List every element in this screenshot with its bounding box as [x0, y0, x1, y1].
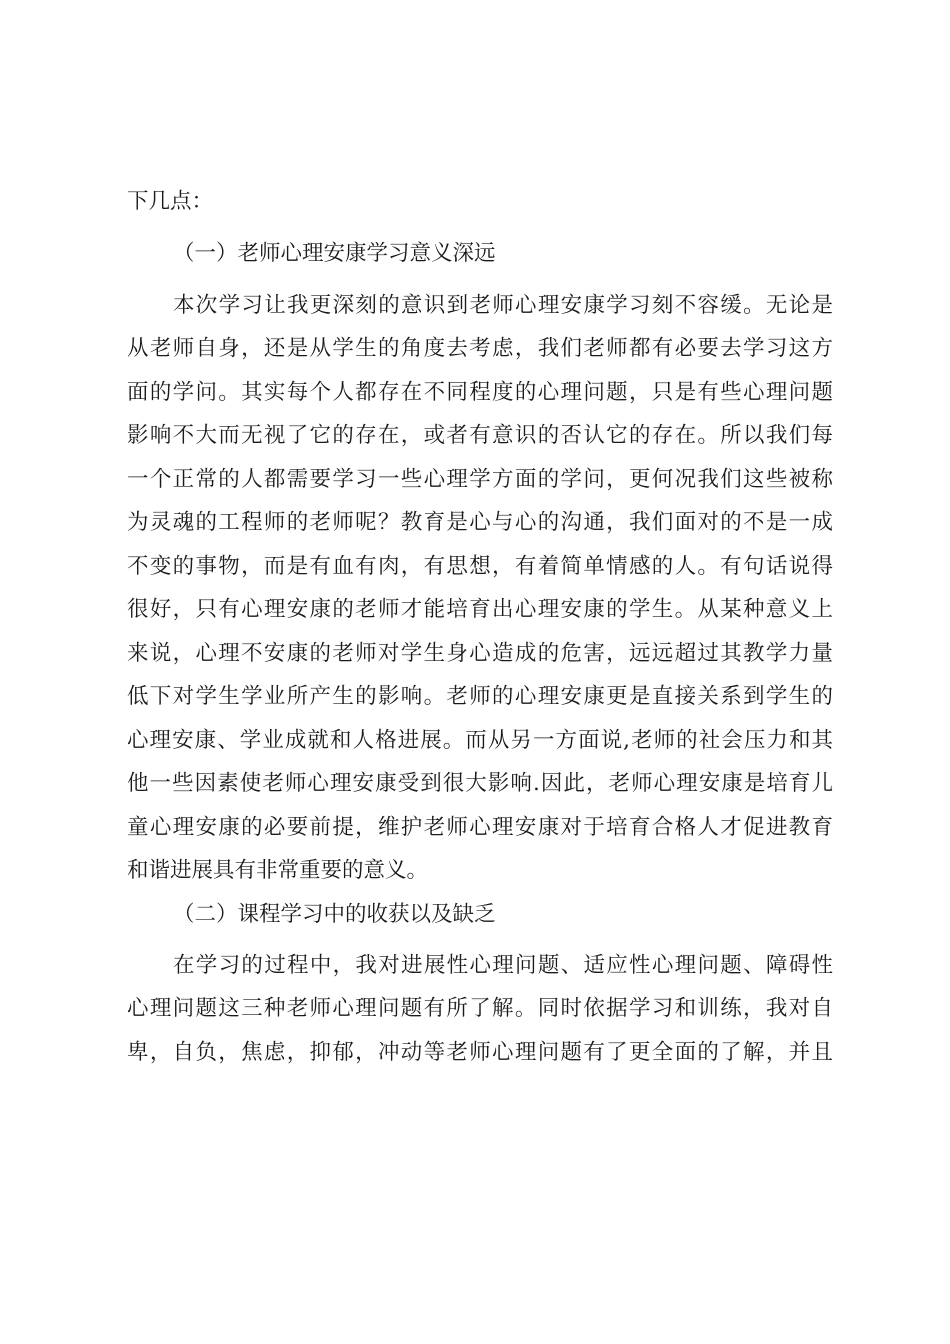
paragraph-line: 低下对学生学业所产生的影响。老师的心理安康更是直接关系到学生的 — [127, 684, 833, 710]
section-2-paragraph — [127, 950, 833, 1081]
paragraph-line: 从老师自身，还是从学生的角度去考虑，我们老师都有必要去学习这方 — [127, 336, 833, 362]
paragraph-line: 和谐进展具有非常重要的意义。 — [127, 858, 429, 884]
paragraph-line: 为灵魂的工程师的老师呢？教育是心与心的沟通，我们面对的不是一成 — [127, 510, 833, 536]
paragraph-line: 心理问题这三种老师心理问题有所了解。同时依据学习和训练，我对自 — [127, 996, 833, 1022]
section-1-paragraph — [127, 290, 833, 899]
paragraph-line: 面的学问。其实每个人都存在不同程度的心理问题，只是有些心理问题 — [127, 379, 833, 405]
paragraph-line: 一个正常的人都需要学习一些心理学方面的学问，更何况我们这些被称 — [127, 466, 833, 492]
paragraph-line: 卑，自负，焦虑，抑郁，冲动等老师心理问题有了更全面的了解，并且 — [127, 1039, 833, 1065]
paragraph-line: 影响不大而无视了它的存在，或者有意识的否认它的存在。所以我们每 — [127, 423, 833, 449]
paragraph-line: 在学习的过程中，我对进展性心理问题、适应性心理问题、障碍性 — [173, 952, 833, 978]
paragraph-line: 童心理安康的必要前提，维护老师心理安康对于培育合格人才促进教育 — [127, 814, 833, 840]
paragraph-line: 心理安康、学业成就和人格进展。而从另一方面说,老师的社会压力和其 — [127, 727, 833, 753]
paragraph-line: 本次学习让我更深刻的意识到老师心理安康学习刻不容缓。无论是 — [173, 292, 833, 318]
lead-in-text: 下几点： — [127, 189, 214, 214]
paragraph-line: 来说，心理不安康的老师对学生身心造成的危害，远远超过其教学力量 — [127, 640, 833, 666]
paragraph-line: 他一些因素使老师心理安康受到很大影响.因此，老师心理安康是培育儿 — [127, 771, 833, 797]
paragraph-line: 不变的事物，而是有血有肉，有思想，有着简单情感的人。有句话说得 — [127, 553, 833, 579]
document-body — [127, 186, 833, 1080]
section-heading-2: （二）课程学习中的收获以及缺乏 — [173, 901, 496, 927]
section-heading-1: （一）老师心理安康学习意义深远 — [173, 241, 496, 267]
paragraph-line: 很好，只有心理安康的老师才能培育出心理安康的学生。从某种意义上 — [127, 597, 833, 623]
